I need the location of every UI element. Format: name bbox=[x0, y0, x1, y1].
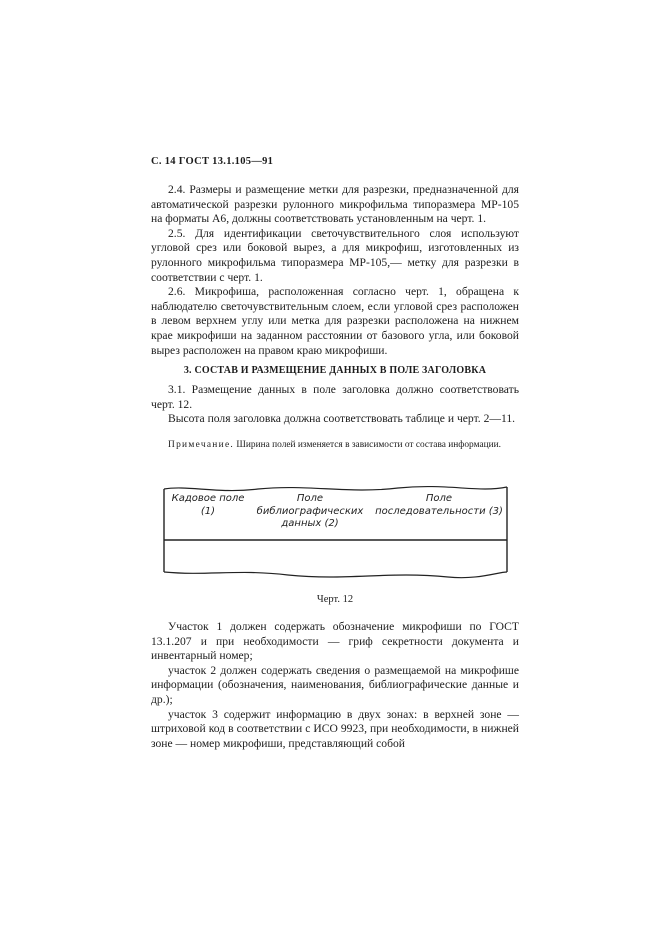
note bbox=[151, 439, 519, 452]
note-label: Примечание. bbox=[168, 440, 235, 450]
section-3-text bbox=[151, 383, 519, 427]
field-label-2: Поле библиографических данных (2) bbox=[256, 493, 364, 529]
section-3-title: 3. СОСТАВ И РАЗМЕЩЕНИЕ ДАННЫХ В ПОЛЕ ЗАГОЛОВКА bbox=[183, 365, 487, 376]
page-header: С. 14 ГОСТ 13.1.105—91 bbox=[151, 156, 274, 167]
areas-text bbox=[151, 620, 519, 751]
figure-12-header-field bbox=[158, 480, 518, 586]
section-2-text bbox=[151, 183, 519, 358]
paragraph-2-5: 2.5. Для идентификации светочувствительного слоя используют угловой срез или боковой вырез, а для микрофиш, изготовленных из рулонного микрофильма типоразмера МР-105,— метку для разрезки в соответствии с черт. 1. bbox=[151, 226, 519, 284]
field-label-1: Кадовое поле (1) bbox=[171, 493, 245, 517]
paragraph-3-1: 3.1. Размещение данных в поле заголовка должно соответствовать черт. 12. bbox=[151, 383, 519, 411]
paragraph-area-1: Участок 1 должен содержать обозначение микрофиши по ГОСТ 13.1.207 и при необходимости — гриф секретности документа и инвентарный номер; bbox=[151, 620, 519, 663]
paragraph-area-2: участок 2 должен содержать сведения о размещаемой на микрофише информации (обозначения, наименования, библиографические данные и др.); bbox=[151, 663, 519, 706]
paragraph-area-3: участок 3 содержит информацию в двух зонах: в верхней зоне — штриховой код в соответствии с ИСО 9923, при необходимости, в нижней зоне — номер микрофиши, представляющий собой bbox=[151, 707, 519, 750]
paragraph-2-6: 2.6. Микрофиша, расположенная согласно черт. 1, обращена к наблюдателю светочувствительным слоем, если угловой срез расположен в левом верхнем углу или метка для разрезки расположена на нижнем крае микрофиши на заданном расстоянии от базового угла, или боковой вырез расположен на правом краю микрофиши. bbox=[151, 285, 519, 357]
figure-caption: Черт. 12 bbox=[316, 594, 354, 605]
paragraph-header-height: Высота поля заголовка должна соответствовать таблице и черт. 2—11. bbox=[168, 412, 516, 426]
note-text: Ширина полей изменяется в зависимости от состава информации. bbox=[234, 440, 502, 450]
field-label-3: Поле последовательности (3) bbox=[375, 493, 503, 517]
paragraph-2-4: 2.4. Размеры и размещение метки для разрезки, предназначенной для автоматической разрезки рулонного микрофильма типоразмера МР-105 на форматы А6, должны соответствовать установленным на черт. 1. bbox=[151, 183, 519, 226]
